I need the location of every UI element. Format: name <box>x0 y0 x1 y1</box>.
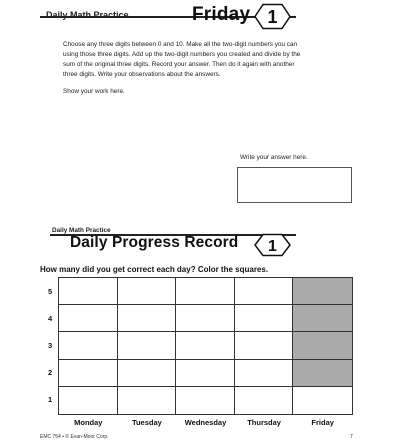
grid-square[interactable] <box>118 360 177 387</box>
hexagon-badge <box>250 3 295 30</box>
grid-square[interactable] <box>118 387 177 414</box>
badge-number: 1 <box>268 238 277 255</box>
grid-square[interactable] <box>293 332 352 359</box>
grid-square[interactable] <box>293 278 352 305</box>
grid-square[interactable] <box>235 332 294 359</box>
grid-square[interactable] <box>59 360 118 387</box>
day-title: Friday <box>192 4 251 25</box>
grid-square[interactable] <box>293 360 352 387</box>
grid-square[interactable] <box>59 332 118 359</box>
answer-label: Write your answer here. <box>240 154 308 161</box>
practice-label: Daily Math Practice <box>52 227 111 234</box>
page-number: 7 <box>350 434 353 440</box>
grid-square[interactable] <box>59 305 118 332</box>
badge-number: 1 <box>267 7 278 27</box>
answer-box[interactable] <box>237 167 352 203</box>
grid-square[interactable] <box>176 278 235 305</box>
row-label: 5 <box>48 286 53 296</box>
progress-question: How many did you get correct each day? Color the squares. <box>40 265 269 274</box>
grid-square[interactable] <box>118 278 177 305</box>
row-label: 4 <box>48 313 53 323</box>
grid-square[interactable] <box>176 305 235 332</box>
problem-prompt: Choose any three digits between 0 and 10. Make all the two-digit numbers you can using those three digits. Add up the two-digit numbers you created and divide by the sum of the original three digits. Record your answer. Then do it again with another three digits. Write your observations about the answers. <box>63 41 301 78</box>
grid-square[interactable] <box>176 332 235 359</box>
grid-square[interactable] <box>235 360 294 387</box>
row-label: 3 <box>48 341 53 350</box>
footer-copyright: EMC 754 • © Evan-Moor Corp. <box>40 434 109 440</box>
day-label: Thursday <box>247 418 281 427</box>
day-label: Wednesday <box>184 418 227 427</box>
grid-square[interactable] <box>176 360 235 387</box>
grid-square[interactable] <box>235 305 294 332</box>
practice-label: Daily Math Practice <box>46 10 129 20</box>
row-label: 1 <box>48 395 53 405</box>
grid-square[interactable] <box>293 387 352 414</box>
grid-square[interactable] <box>293 305 352 332</box>
day-label: Monday <box>74 418 103 427</box>
hexagon-badge <box>250 233 295 257</box>
grid-square[interactable] <box>59 278 118 305</box>
progress-title: Daily Progress Record <box>70 234 239 251</box>
row-label: 2 <box>48 368 53 378</box>
grid-square[interactable] <box>59 387 118 414</box>
grid-square[interactable] <box>235 278 294 305</box>
grid-square[interactable] <box>235 387 294 414</box>
progress-grid <box>58 277 353 415</box>
day-label: Tuesday <box>131 418 162 427</box>
show-work-label: Show your work here. <box>63 88 125 95</box>
grid-square[interactable] <box>118 332 177 359</box>
grid-square[interactable] <box>176 387 235 414</box>
grid-square[interactable] <box>118 305 177 332</box>
day-label: Friday <box>311 418 334 427</box>
